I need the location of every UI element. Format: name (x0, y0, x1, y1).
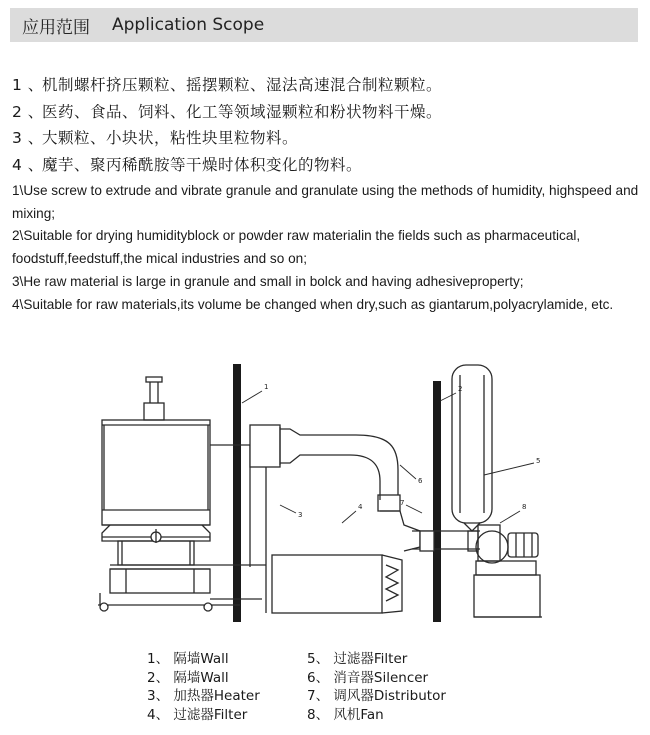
leader-lines (242, 391, 534, 523)
callout-label: 2 (458, 385, 463, 393)
header-title-zh: 应用范围 (22, 17, 90, 38)
zh-item-number: 1 、 (12, 76, 44, 94)
wall-2 (433, 381, 441, 622)
legend-item: 5、 过滤器Filter (307, 651, 408, 667)
zh-item-text: 医药、食品、饲料、化工等领域湿颗粒和粉状物料干燥。 (42, 102, 443, 121)
zh-item-number: 2 、 (12, 102, 44, 121)
zh-list-item (12, 152, 642, 179)
zh-item-number: 4 、 (12, 155, 44, 174)
callout-label: 8 (522, 503, 527, 511)
english-application-list (12, 180, 644, 316)
callout-label: 7 (400, 499, 405, 507)
en-list-item: 1\Use screw to extrude and vibrate granule and granulate using the methods of humidity, highspeed and mixing; (12, 183, 639, 221)
legend-item: 3、 加热器Heater (147, 688, 260, 704)
legend-column-left (147, 650, 260, 724)
en-list-item: 2\Suitable for drying humidityblock or powder raw materialin the fields such as pharmaceutical, foodstuff,feedstuff,the mical industries and so on; (12, 228, 581, 267)
legend-item: 6、 消音器Silencer (307, 669, 429, 686)
zh-list-item (12, 99, 642, 126)
legend-item: 4、 过滤器Filter (147, 706, 248, 723)
fan-unit (474, 525, 542, 617)
callout-label: 4 (358, 503, 363, 511)
callout-label: 5 (536, 457, 541, 465)
legend-item: 2、 隔墙Wall (147, 669, 229, 686)
en-list-item: 4\Suitable for raw materials,its volume be changed when dry,such as giantarum,polyacrylamide, etc. (12, 296, 614, 312)
wall-1 (233, 364, 241, 622)
diagram-callouts (264, 383, 540, 519)
air-duct (250, 425, 480, 551)
zh-item-number: 3 、 (12, 129, 44, 147)
section-header (10, 8, 638, 42)
header-title-en: Application Scope (112, 15, 265, 35)
legend-item: 8、 风机Fan (307, 706, 384, 723)
en-list-item: 3\He raw material is large in granule and small in bolck and having adhesiveproperty; (12, 273, 524, 289)
zh-item-text: 魔芋、聚丙稀酰胺等干燥时体积变化的物料。 (42, 155, 363, 174)
zh-item-text: 大颗粒、小块状，粘性块里粒物料。 (42, 129, 299, 147)
legend-item: 7、 调风器Distributor (307, 688, 446, 704)
callout-label: 6 (418, 477, 423, 485)
zh-item-text: 机制螺杆挤压颗粒、摇摆颗粒、湿法高速混合制粒颗粒。 (42, 76, 443, 94)
callout-label: 3 (298, 511, 303, 519)
dryer-system-diagram (80, 355, 550, 625)
zh-list-item (12, 125, 642, 152)
legend-column-right (307, 650, 446, 724)
callout-label: 1 (264, 383, 269, 391)
chinese-application-list (12, 72, 642, 178)
zh-list-item (12, 72, 642, 99)
legend-item: 1、 隔墙Wall (147, 651, 229, 667)
